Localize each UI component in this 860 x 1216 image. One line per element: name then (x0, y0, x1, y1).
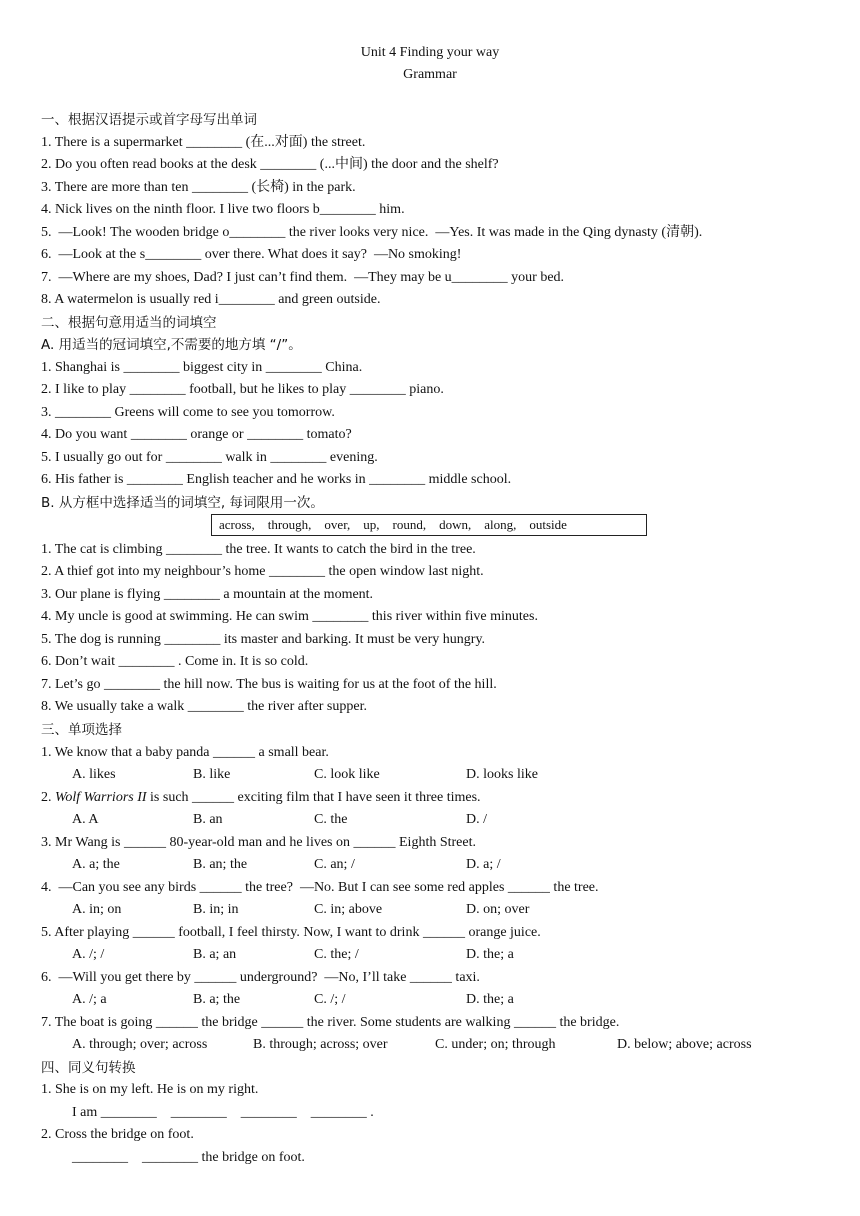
rewrite-sentence: 2. Cross the bridge on foot. (41, 1127, 194, 1142)
section1-item: 4. Nick lives on the ninth floor. I live two floors b________ him. (41, 202, 405, 217)
section2b-item: 8. We usually take a walk ________ the river after supper. (41, 699, 367, 714)
question-stem: 3. Mr Wang is ______ 80-year-old man and he lives on ______ Eighth Street. (41, 835, 476, 850)
rewrite-sentence: 1. She is on my left. He is on my right. (41, 1082, 259, 1097)
rewrite-answer: ________ ________ the bridge on foot. (72, 1150, 305, 1165)
section2a-heading: A. 用适当的冠词填空,不需要的地方填 “/”。 (41, 337, 302, 353)
worksheet-subtitle: Grammar (403, 67, 457, 82)
option-b: B. a; the (193, 992, 241, 1007)
question-options (0, 764, 860, 786)
section1-item: 6. —Look at the s________ over there. What does it say? —No smoking! (41, 247, 462, 262)
question-options (0, 1034, 860, 1056)
option-d: D. a; / (466, 857, 501, 872)
section2b-heading: B. 从方框中选择适当的词填空, 每词限用一次。 (41, 495, 324, 511)
option-a: A. through; over; across (72, 1037, 208, 1052)
option-c: C. the; / (314, 947, 359, 962)
option-b: B. an; the (193, 857, 248, 872)
option-c: C. an; / (314, 857, 355, 872)
option-c: C. look like (314, 767, 380, 782)
section2b-item: 2. A thief got into my neighbour’s home ________ the open window last night. (41, 564, 484, 579)
section1-heading: 一、根据汉语提示或首字母写出单词 (41, 112, 257, 128)
film-title: Wolf Warriors II (55, 790, 147, 805)
section4-heading: 四、同义句转换 (41, 1060, 136, 1076)
section2b-item: 3. Our plane is flying ________ a mountain at the moment. (41, 587, 374, 602)
section1-item: 1. There is a supermarket ________ (在...对面) the street. (41, 135, 366, 150)
option-a: A. likes (72, 767, 116, 782)
section2b-item: 4. My uncle is good at swimming. He can swim ________ this river within five minutes. (41, 609, 538, 624)
option-a: A. A (72, 812, 99, 827)
section2a-item: 3. ________ Greens will come to see you tomorrow. (41, 405, 335, 420)
stem-prefix: 2. (41, 790, 55, 805)
section2a-item: 2. I like to play ________ football, but he likes to play ________ piano. (41, 382, 444, 397)
question-stem: 1. We know that a baby panda ______ a small bear. (41, 745, 329, 760)
worksheet-title: Unit 4 Finding your way (360, 45, 500, 60)
option-b: B. through; across; over (253, 1037, 388, 1052)
option-a: A. a; the (72, 857, 120, 872)
option-b: B. in; in (193, 902, 239, 917)
section2a-item: 5. I usually go out for ________ walk in ________ evening. (41, 450, 378, 465)
question-stem (41, 787, 481, 809)
question-stem: 4. —Can you see any birds ______ the tree? —No. But I can see some red apples ______ the tree. (41, 880, 599, 895)
option-b: B. an (193, 812, 223, 827)
section2b-item: 5. The dog is running ________ its master and barking. It must be very hungry. (41, 632, 486, 647)
section2b-item: 6. Don’t wait ________ . Come in. It is so cold. (41, 654, 309, 669)
option-c: C. in; above (314, 902, 383, 917)
option-c: C. the (314, 812, 348, 827)
option-a: A. in; on (72, 902, 122, 917)
section3-heading: 三、单项选择 (41, 722, 122, 738)
option-a: A. /; a (72, 992, 107, 1007)
section1-item: 5. —Look! The wooden bridge o________ the river looks very nice. —Yes. It was made in the Qing dynasty (清朝). (41, 225, 703, 240)
option-a: A. /; / (72, 947, 105, 962)
word-box: across, through, over, up, round, down, along, outside (211, 514, 647, 536)
option-d: D. / (466, 812, 487, 827)
question-options (0, 899, 860, 921)
question-options (0, 809, 860, 831)
option-b: B. like (193, 767, 231, 782)
option-b: B. a; an (193, 947, 237, 962)
option-d: D. the; a (466, 992, 514, 1007)
section1-item: 2. Do you often read books at the desk ________ (...中间) the door and the shelf? (41, 157, 499, 172)
stem-suffix: is such ______ exciting film that I have seen it three times. (146, 790, 481, 805)
section1-item: 8. A watermelon is usually red i________ and green outside. (41, 292, 381, 307)
rewrite-answer: I am ________ ________ ________ ________ . (72, 1105, 374, 1120)
section1-item: 7. —Where are my shoes, Dad? I just can’t find them. —They may be u________ your bed. (41, 270, 565, 285)
section2-heading: 二、根据句意用适当的词填空 (41, 315, 217, 331)
section1-item: 3. There are more than ten ________ (长椅) in the park. (41, 180, 356, 195)
section2b-item: 1. The cat is climbing ________ the tree. It wants to catch the bird in the tree. (41, 542, 476, 557)
question-options (0, 944, 860, 966)
option-d: D. the; a (466, 947, 514, 962)
section2a-item: 1. Shanghai is ________ biggest city in ________ China. (41, 360, 363, 375)
option-d: D. below; above; across (617, 1037, 752, 1052)
question-stem: 7. The boat is going ______ the bridge ______ the river. Some students are walking ______ the bridge. (41, 1015, 620, 1030)
question-stem: 6. —Will you get there by ______ underground? —No, I’ll take ______ taxi. (41, 970, 480, 985)
section2a-item: 4. Do you want ________ orange or ________ tomato? (41, 427, 352, 442)
question-options (0, 854, 860, 876)
option-c: C. under; on; through (435, 1037, 556, 1052)
section2b-item: 7. Let’s go ________ the hill now. The bus is waiting for us at the foot of the hill. (41, 677, 497, 692)
section2a-item: 6. His father is ________ English teacher and he works in ________ middle school. (41, 472, 512, 487)
option-c: C. /; / (314, 992, 346, 1007)
question-options (0, 989, 860, 1011)
option-d: D. on; over (466, 902, 530, 917)
option-d: D. looks like (466, 767, 538, 782)
question-stem: 5. After playing ______ football, I feel thirsty. Now, I want to drink ______ orange juice. (41, 925, 541, 940)
